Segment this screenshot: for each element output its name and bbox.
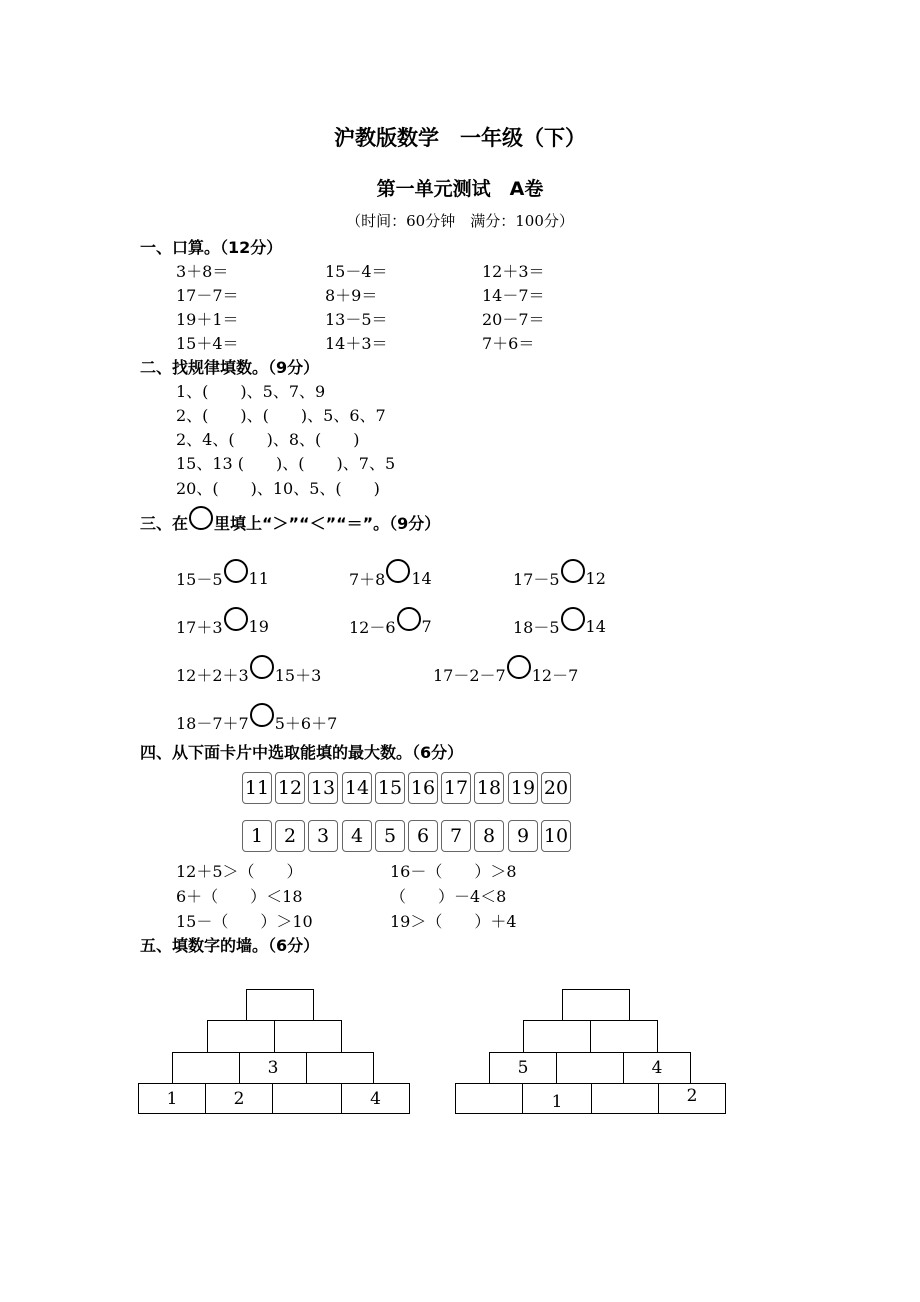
wall-brick[interactable] xyxy=(562,989,630,1021)
wall-brick[interactable]: 2 xyxy=(658,1083,726,1114)
section-3-heading-suffix: 里填上“＞”“＜”“＝”。（9分） xyxy=(214,513,441,533)
max-number-question: 16－（ ）＞8 xyxy=(390,862,517,881)
compare-circle[interactable] xyxy=(561,607,585,631)
compare-right: 19 xyxy=(248,616,269,636)
compare-left: 18－5 xyxy=(513,617,560,637)
section-3-heading-prefix: 三、在 xyxy=(140,513,189,533)
compare-left: 12＋2＋3 xyxy=(176,665,249,685)
calc-item: 7＋6＝ xyxy=(482,334,535,353)
max-number-question: 15－（ ）＞10 xyxy=(176,912,313,931)
max-number-question: 12＋5＞（ ） xyxy=(176,862,303,881)
compare-left: 15－5 xyxy=(176,569,223,589)
calc-item: 15＋4＝ xyxy=(176,334,239,353)
compare-left: 7＋8 xyxy=(349,569,386,589)
wall-brick[interactable] xyxy=(172,1052,240,1084)
compare-left: 17－5 xyxy=(513,569,560,589)
number-card[interactable]: 10 xyxy=(541,820,571,852)
compare-right: 14 xyxy=(411,568,432,588)
wall-brick[interactable] xyxy=(272,1083,342,1114)
compare-circle[interactable] xyxy=(561,559,585,583)
compare-right: 12 xyxy=(585,568,606,588)
page-subtitle: 第一单元测试 A卷 xyxy=(376,178,544,200)
compare-item xyxy=(513,566,606,590)
compare-item xyxy=(176,614,269,638)
wall-brick[interactable]: 4 xyxy=(341,1083,410,1114)
wall-brick[interactable] xyxy=(523,1020,591,1053)
number-card[interactable]: 4 xyxy=(342,820,372,852)
compare-right: 15＋3 xyxy=(274,665,322,685)
number-card[interactable]: 14 xyxy=(342,772,372,804)
exam-info: （时间：60分钟 满分：100分） xyxy=(346,212,574,230)
number-card[interactable]: 5 xyxy=(375,820,405,852)
compare-circle[interactable] xyxy=(397,607,421,631)
section-3-heading xyxy=(140,510,440,534)
calc-item: 15－4＝ xyxy=(325,262,388,281)
compare-right: 14 xyxy=(585,616,606,636)
max-number-question: 6＋（ ）＜18 xyxy=(176,887,303,906)
wall-brick[interactable] xyxy=(455,1083,523,1114)
wall-brick[interactable]: 4 xyxy=(623,1052,691,1084)
number-card[interactable]: 1 xyxy=(242,820,272,852)
compare-right: 11 xyxy=(248,568,269,588)
circle-icon xyxy=(189,506,213,530)
number-card[interactable]: 12 xyxy=(275,772,305,804)
compare-circle[interactable] xyxy=(250,703,274,727)
number-card[interactable]: 3 xyxy=(308,820,338,852)
number-card[interactable]: 11 xyxy=(242,772,272,804)
calc-item: 13－5＝ xyxy=(325,310,388,329)
compare-circle[interactable] xyxy=(250,655,274,679)
wall-brick[interactable]: 1 xyxy=(138,1083,206,1114)
number-card[interactable]: 18 xyxy=(474,772,504,804)
compare-item xyxy=(433,662,578,686)
calc-item: 17－7＝ xyxy=(176,286,239,305)
wall-brick[interactable] xyxy=(556,1052,624,1084)
number-card[interactable]: 16 xyxy=(408,772,438,804)
wall-brick[interactable] xyxy=(306,1052,374,1084)
compare-left: 18－7＋7 xyxy=(176,713,249,733)
number-card[interactable]: 8 xyxy=(474,820,504,852)
calc-item: 20－7＝ xyxy=(482,310,545,329)
compare-right: 12－7 xyxy=(531,665,579,685)
wall-brick[interactable] xyxy=(207,1020,275,1053)
wall-brick[interactable] xyxy=(274,1020,342,1053)
calc-item: 3＋8＝ xyxy=(176,262,229,281)
compare-item xyxy=(176,662,321,686)
number-card[interactable]: 13 xyxy=(308,772,338,804)
calc-item: 19＋1＝ xyxy=(176,310,239,329)
compare-circle[interactable] xyxy=(224,559,248,583)
wall-brick[interactable]: 3 xyxy=(239,1052,307,1084)
number-card[interactable]: 6 xyxy=(408,820,438,852)
pattern-line: 15、13 ( )、( )、7、5 xyxy=(176,454,396,473)
pattern-line: 1、( )、5、7、9 xyxy=(176,382,326,401)
compare-left: 12－6 xyxy=(349,617,396,637)
compare-item xyxy=(349,614,432,638)
wall-brick[interactable] xyxy=(590,1020,658,1053)
calc-item: 14＋3＝ xyxy=(325,334,388,353)
number-card[interactable]: 9 xyxy=(508,820,538,852)
max-number-question: （ ）－4＜8 xyxy=(390,887,507,906)
compare-item xyxy=(513,614,606,638)
section-1-heading: 一、口算。（12分） xyxy=(140,238,283,257)
compare-left: 17＋3 xyxy=(176,617,223,637)
max-number-question: 19＞（ ）＋4 xyxy=(390,912,517,931)
number-card[interactable]: 7 xyxy=(441,820,471,852)
wall-brick[interactable] xyxy=(591,1083,659,1114)
compare-item xyxy=(176,566,269,590)
number-card[interactable]: 20 xyxy=(541,772,571,804)
number-card[interactable]: 17 xyxy=(441,772,471,804)
wall-brick[interactable] xyxy=(246,989,314,1021)
compare-circle[interactable] xyxy=(224,607,248,631)
compare-right: 7 xyxy=(421,616,432,636)
section-4-heading: 四、从下面卡片中选取能填的最大数。（6分） xyxy=(140,743,464,762)
compare-item xyxy=(176,710,337,734)
wall-brick[interactable]: 2 xyxy=(205,1083,273,1114)
pattern-line: 20、( )、10、5、( ) xyxy=(176,479,380,498)
pattern-line: 2、( )、( )、5、6、7 xyxy=(176,406,386,425)
wall-brick[interactable]: 5 xyxy=(489,1052,557,1084)
number-card[interactable]: 2 xyxy=(275,820,305,852)
calc-item: 12＋3＝ xyxy=(482,262,545,281)
compare-item xyxy=(349,566,432,590)
compare-circle[interactable] xyxy=(386,559,410,583)
wall-brick[interactable]: 1 xyxy=(522,1083,592,1114)
section-2-heading: 二、找规律填数。（9分） xyxy=(140,358,320,377)
compare-right: 5＋6＋7 xyxy=(274,713,338,733)
compare-left: 17－2－7 xyxy=(433,665,506,685)
number-card[interactable]: 19 xyxy=(508,772,538,804)
page-title: 沪教版数学 一年级（下） xyxy=(334,126,586,150)
compare-circle[interactable] xyxy=(507,655,531,679)
pattern-line: 2、4、( )、8、( ) xyxy=(176,430,360,449)
number-card[interactable]: 15 xyxy=(375,772,405,804)
calc-item: 8＋9＝ xyxy=(325,286,378,305)
calc-item: 14－7＝ xyxy=(482,286,545,305)
section-5-heading: 五、填数字的墙。（6分） xyxy=(140,936,320,955)
